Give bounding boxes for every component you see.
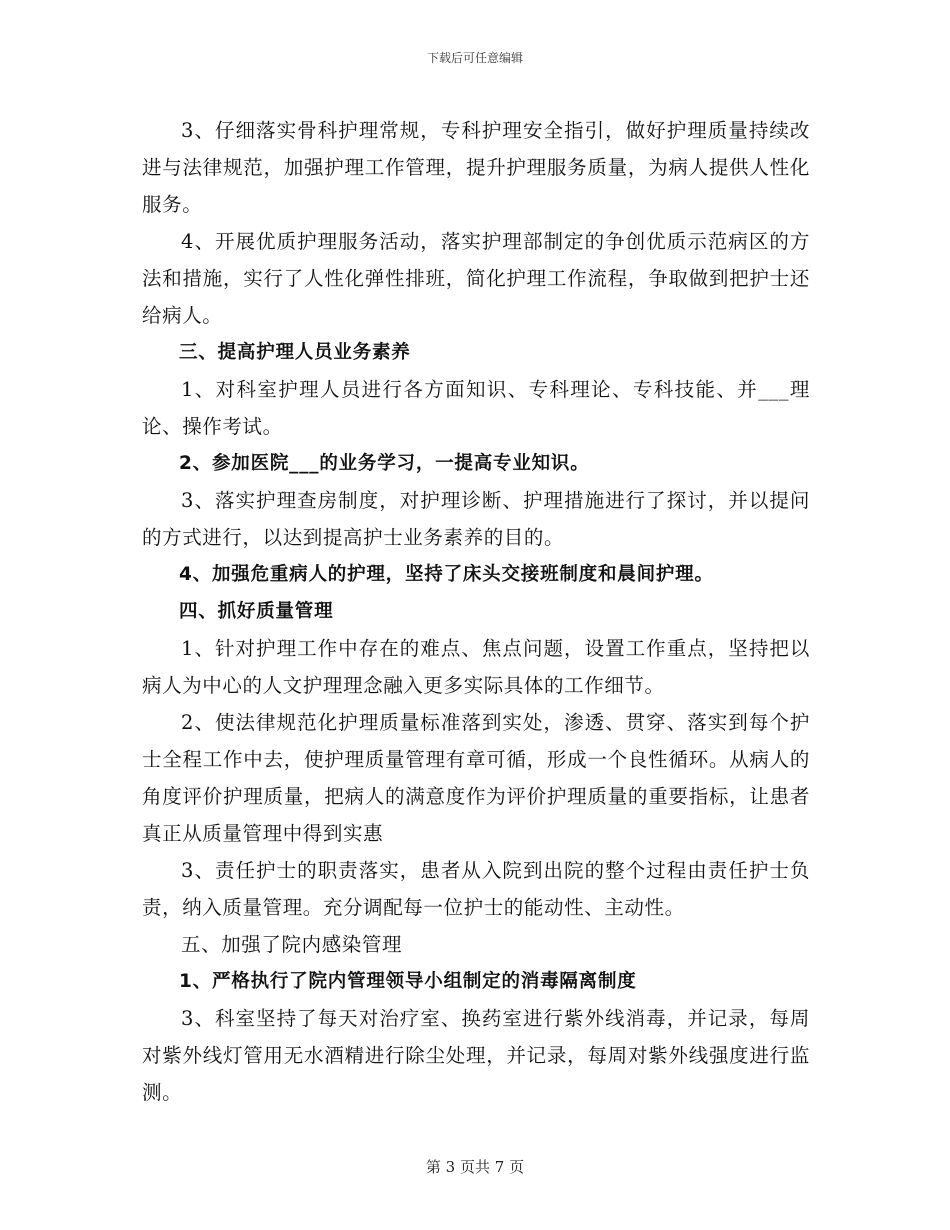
paragraph-7: 1、针对护理工作中存在的难点、焦点问题，设置工作重点，坚持把以病人为中心的人文护理理念融入更多实际具体的工作细节。 <box>142 637 810 697</box>
document-body <box>142 112 810 1111</box>
paragraph-6-bold: 4、加强危重病人的护理，坚持了床头交接班制度和晨间护理。 <box>179 564 714 585</box>
paragraph-5: 3、落实护理查房制度，对护理诊断、护理措施进行了探讨，并以提问的方式进行，以达到提高护士业务素养的目的。 <box>142 489 810 549</box>
page-footer: 第 3 页共 7 页 <box>425 1158 525 1176</box>
page-header: 下载后可任意编辑 <box>426 51 523 65</box>
paragraph-1: 3、仔细落实骨科护理常规，专科护理安全指引，做好护理质量持续改进与法律规范，加强护理工作管理，提升护理服务质量，为病人提供人性化服务。 <box>142 119 810 216</box>
paragraph-2: 4、开展优质护理服务活动，落实护理部制定的争创优质示范病区的方法和措施，实行了人性化弹性排班，简化护理工作流程，争取做到把护士还给病人。 <box>142 230 810 327</box>
section-heading-5: 五、加强了院内感染管理 <box>181 933 403 956</box>
paragraph-3: 1、对科室护理人员进行各方面知识、专科理论、专科技能、并___理论、操作考试。 <box>142 378 810 438</box>
section-heading-4: 四、抓好质量管理 <box>179 601 334 622</box>
paragraph-11: 3、科室坚持了每天对治疗室、换药室进行紫外线消毒，并记录，每周对紫外线灯管用无水酒精进行除尘处理，并记录，每周对紫外线强度进行监测。 <box>142 1007 810 1104</box>
paragraph-9: 3、责任护士的职责落实，患者从入院到出院的整个过程由责任护士负责，纳入质量管理。充分调配每一位护士的能动性、主动性。 <box>142 859 810 919</box>
paragraph-10-bold: 1、严格执行了院内管理领导小组制定的消毒隔离制度 <box>179 971 637 992</box>
section-heading-3: 三、提高护理人员业务素养 <box>179 342 411 363</box>
paragraph-8: 2、使法律规范化护理质量标准落到实处，渗透、贯穿、落实到每个护士全程工作中去，使护理质量管理有章可循，形成一个良性循环。从病人的角度评价护理质量，把病人的满意度作为评价护理质量的重要指标，让患者真正从质量管理中得到实惠 <box>142 711 810 845</box>
paragraph-4-bold: 2、参加医院___的业务学习，一提高专业知识。 <box>179 453 590 474</box>
